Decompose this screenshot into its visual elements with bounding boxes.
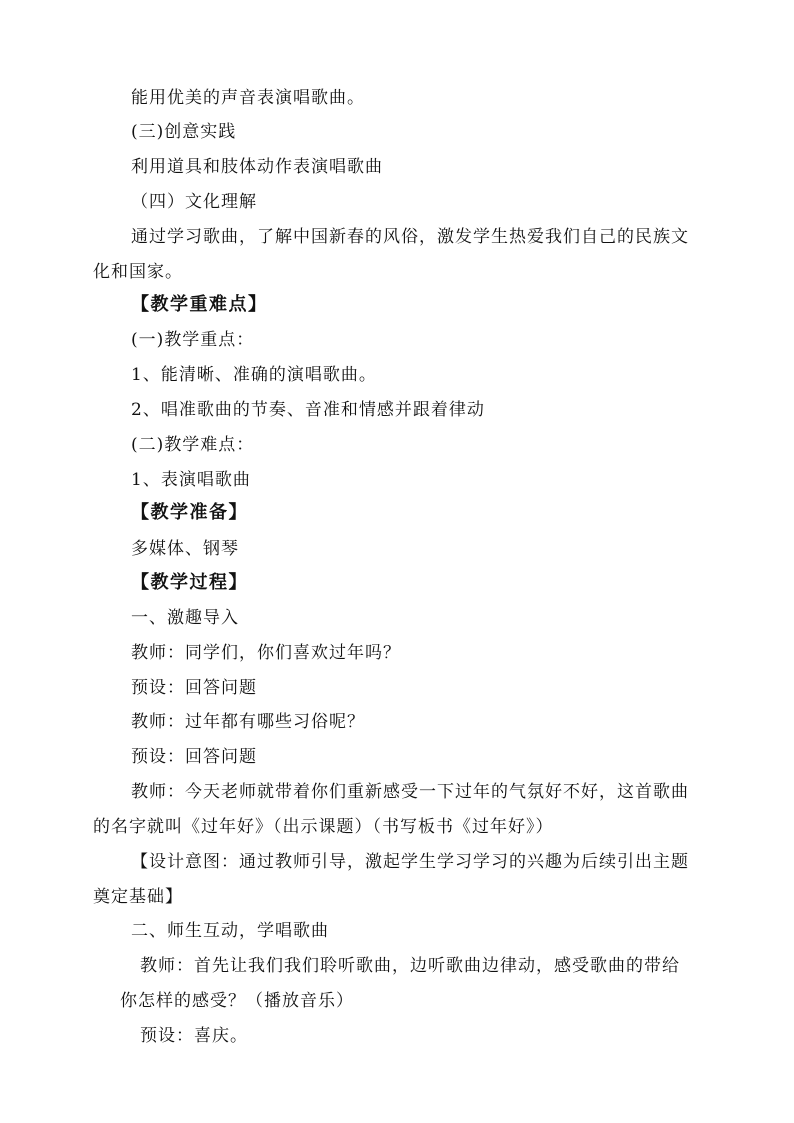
text-line: 奠定基础】 (93, 887, 183, 907)
text-line: 教师：同学们，你们喜欢过年吗？ (131, 643, 401, 663)
text-line: 你怎样的感受？（播放音乐） (120, 991, 354, 1011)
text-line: 预设：喜庆。 (140, 1026, 248, 1046)
text-line: 【设计意图：通过教师引导，激起学生学习学习的兴趣为后续引出主题 (131, 852, 689, 872)
text-line: （四）文化理解 (131, 192, 257, 212)
text-line: 1、表演唱歌曲 (131, 470, 251, 490)
text-line: (二)教学难点： (131, 435, 255, 455)
text-line: 2、唱准歌曲的节奏、音准和情感并跟着律动 (131, 400, 485, 420)
section-heading: 【教学准备】 (131, 502, 248, 523)
text-line: (三)创意实践 (131, 122, 237, 142)
text-line: (一)教学重点： (131, 330, 255, 350)
text-line: 一、激趣导入 (131, 608, 239, 628)
text-line: 预设：回答问题 (131, 678, 257, 698)
text-line: 预设：回答问题 (131, 747, 257, 767)
text-line: 通过学习歌曲，了解中国新春的风俗，激发学生热爱我们自己的民族文 (131, 227, 689, 247)
section-heading: 【教学重难点】 (131, 294, 268, 315)
text-line: 利用道具和肢体动作表演唱歌曲 (131, 157, 383, 177)
section-heading: 【教学过程】 (131, 572, 248, 593)
text-line: 教师：今天老师就带着你们重新感受一下过年的气氛好不好，这首歌曲 (131, 782, 689, 802)
text-line: 的名字就叫《过年好》（出示课题）（书写板书《过年好》） (93, 817, 554, 837)
text-line: 1、能清晰、准确的演唱歌曲。 (131, 365, 377, 385)
text-line: 教师：首先让我们我们聆听歌曲，边听歌曲边律动，感受歌曲的带给 (140, 956, 680, 976)
text-line: 化和国家。 (93, 262, 183, 282)
text-line: 多媒体、钢琴 (131, 539, 239, 559)
text-line: 教师：过年都有哪些习俗呢？ (131, 712, 365, 732)
text-line: 二、师生互动，学唱歌曲 (131, 921, 329, 941)
text-line: 能用优美的声音表演唱歌曲。 (131, 88, 365, 108)
